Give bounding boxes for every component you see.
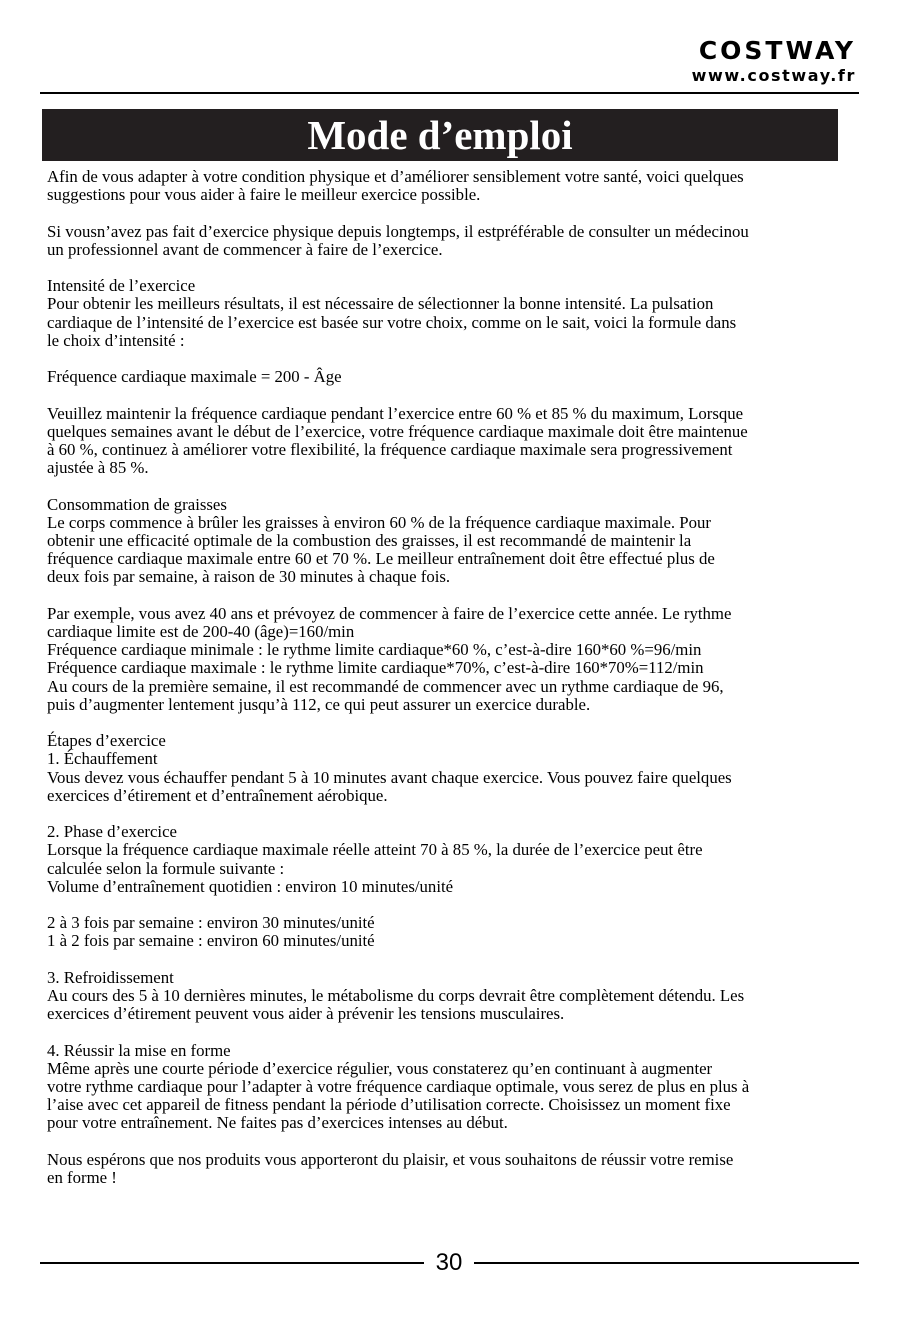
header-divider: [40, 92, 859, 94]
text-line: Au cours de la première semaine, il est recommandé de commencer avec un rythme cardiaque de 96,: [47, 676, 724, 696]
paragraph: [47, 914, 847, 950]
text-line: Intensité de l’exercice: [47, 276, 196, 296]
text-line: calculée selon la formule suivante :: [47, 858, 285, 878]
text-line: 4. Réussir la mise en forme: [47, 1040, 231, 1060]
paragraph: [47, 368, 847, 386]
text-line: cardiaque limite est de 200-40 (âge)=160/min: [47, 621, 355, 641]
brand-logo: [692, 38, 856, 86]
text-line: obtenir une efficacité optimale de la combustion des graisses, il est recommandé de maintenir la: [47, 530, 692, 550]
text-line: pour votre entraînement. Ne faites pas d’exercices intenses au début.: [47, 1113, 508, 1133]
footer-divider-left: [40, 1262, 424, 1264]
paragraph: [47, 1042, 847, 1133]
text-line: votre rythme cardiaque pour l’adapter à votre fréquence cardiaque optimale, vous serez de plus en plus à: [47, 1076, 750, 1096]
text-line: fréquence cardiaque maximale entre 60 et 70 %. Le meilleur entraînement doit être effectué plus de: [47, 549, 715, 569]
text-line: cardiaque de l’intensité de l’exercice est basée sur votre choix, comme on le sait, voici la formule dans: [47, 312, 737, 332]
text-line: 2 à 3 fois par semaine : environ 30 minutes/unité: [47, 913, 375, 933]
text-line: 2. Phase d’exercice: [47, 822, 177, 842]
text-line: Fréquence cardiaque minimale : le rythme limite cardiaque*60 %, c’est-à-dire 160*60 %=96/min: [47, 640, 702, 660]
text-line: suggestions pour vous aider à faire le meilleur exercice possible.: [47, 185, 481, 205]
text-line: à 60 %, continuez à améliorer votre flexibilité, la fréquence cardiaque maximale sera progressivement: [47, 439, 733, 459]
text-line: 3. Refroidissement: [47, 967, 174, 987]
paragraph: [47, 277, 847, 350]
page-number: 30: [435, 1249, 463, 1276]
text-line: le choix d’intensité :: [47, 330, 185, 350]
paragraph: [47, 1151, 847, 1187]
text-line: Fréquence cardiaque maximale : le rythme limite cardiaque*70%, c’est-à-dire 160*70%=112/min: [47, 658, 704, 678]
text-line: Pour obtenir les meilleurs résultats, il est nécessaire de sélectionner la bonne intensité. La pulsation: [47, 294, 714, 314]
brand-name: COSTWAY: [698, 36, 856, 65]
text-line: 1 à 2 fois par semaine : environ 60 minutes/unité: [47, 931, 375, 951]
paragraph: [47, 405, 847, 478]
text-line: Le corps commence à brûler les graisses à environ 60 % de la fréquence cardiaque maximale. Pour: [47, 512, 711, 532]
text-line: Vous devez vous échauffer pendant 5 à 10 minutes avant chaque exercice. Vous pouvez faire quelques: [47, 767, 732, 787]
text-line: un professionnel avant de commencer à faire de l’exercice.: [47, 239, 443, 259]
text-line: Afin de vous adapter à votre condition physique et d’améliorer sensiblement votre santé, voici quelques: [47, 167, 744, 186]
text-line: deux fois par semaine, à raison de 30 minutes à chaque fois.: [47, 567, 451, 587]
text-line: Fréquence cardiaque maximale = 200 - Âge: [47, 367, 342, 387]
text-line: Consommation de graisses: [47, 494, 227, 514]
text-line: Étapes d’exercice: [47, 731, 166, 751]
brand-url: www.costway.fr: [691, 66, 856, 85]
text-line: Lorsque la fréquence cardiaque maximale réelle atteint 70 à 85 %, la durée de l’exercice peut être: [47, 840, 703, 860]
paragraph: [47, 823, 847, 896]
text-line: l’aise avec cet appareil de fitness pendant la période d’utilisation correcte. Choisissez un moment fixe: [47, 1095, 731, 1115]
text-line: Par exemple, vous avez 40 ans et prévoyez de commencer à faire de l’exercice cette année. Le rythme: [47, 603, 732, 623]
text-line: exercices d’étirement et d’entraînement aérobique.: [47, 785, 388, 805]
paragraph: [47, 496, 847, 587]
text-line: Même après une courte période d’exercice régulier, vous constaterez qu’en continuant à augmenter: [47, 1058, 713, 1078]
text-line: Si vousn’avez pas fait d’exercice physique depuis longtemps, il estpréférable de consulter un médecinou: [47, 221, 749, 241]
paragraph: [47, 223, 847, 259]
text-line: Nous espérons que nos produits vous apporteront du plaisir, et vous souhaitons de réussir votre remise: [47, 1149, 734, 1169]
text-line: ajustée à 85 %.: [47, 458, 149, 478]
paragraph: [47, 969, 847, 1024]
text-line: puis d’augmenter lentement jusqu’à 112, ce qui peut assurer un exercice durable.: [47, 694, 591, 714]
paragraph: [47, 605, 847, 714]
page-title: Mode d’emploi: [42, 109, 838, 161]
document-body: [47, 168, 847, 1205]
text-line: Volume d’entraînement quotidien : environ 10 minutes/unité: [47, 876, 454, 896]
text-line: Au cours des 5 à 10 dernières minutes, le métabolisme du corps devrait être complètement détendu. Les: [47, 985, 745, 1005]
paragraph: [47, 168, 847, 204]
text-line: quelques semaines avant le début de l’exercice, votre fréquence cardiaque maximale doit être maintenue: [47, 421, 748, 441]
footer-divider-right: [474, 1262, 859, 1264]
text-line: en forme !: [47, 1167, 117, 1187]
paragraph: [47, 732, 847, 805]
text-line: exercices d’étirement peuvent vous aider à prévenir les tensions musculaires.: [47, 1004, 565, 1024]
text-line: 1. Échauffement: [47, 749, 158, 769]
text-line: Veuillez maintenir la fréquence cardiaque pendant l’exercice entre 60 % et 85 % du maximum, Lorsque: [47, 403, 744, 423]
